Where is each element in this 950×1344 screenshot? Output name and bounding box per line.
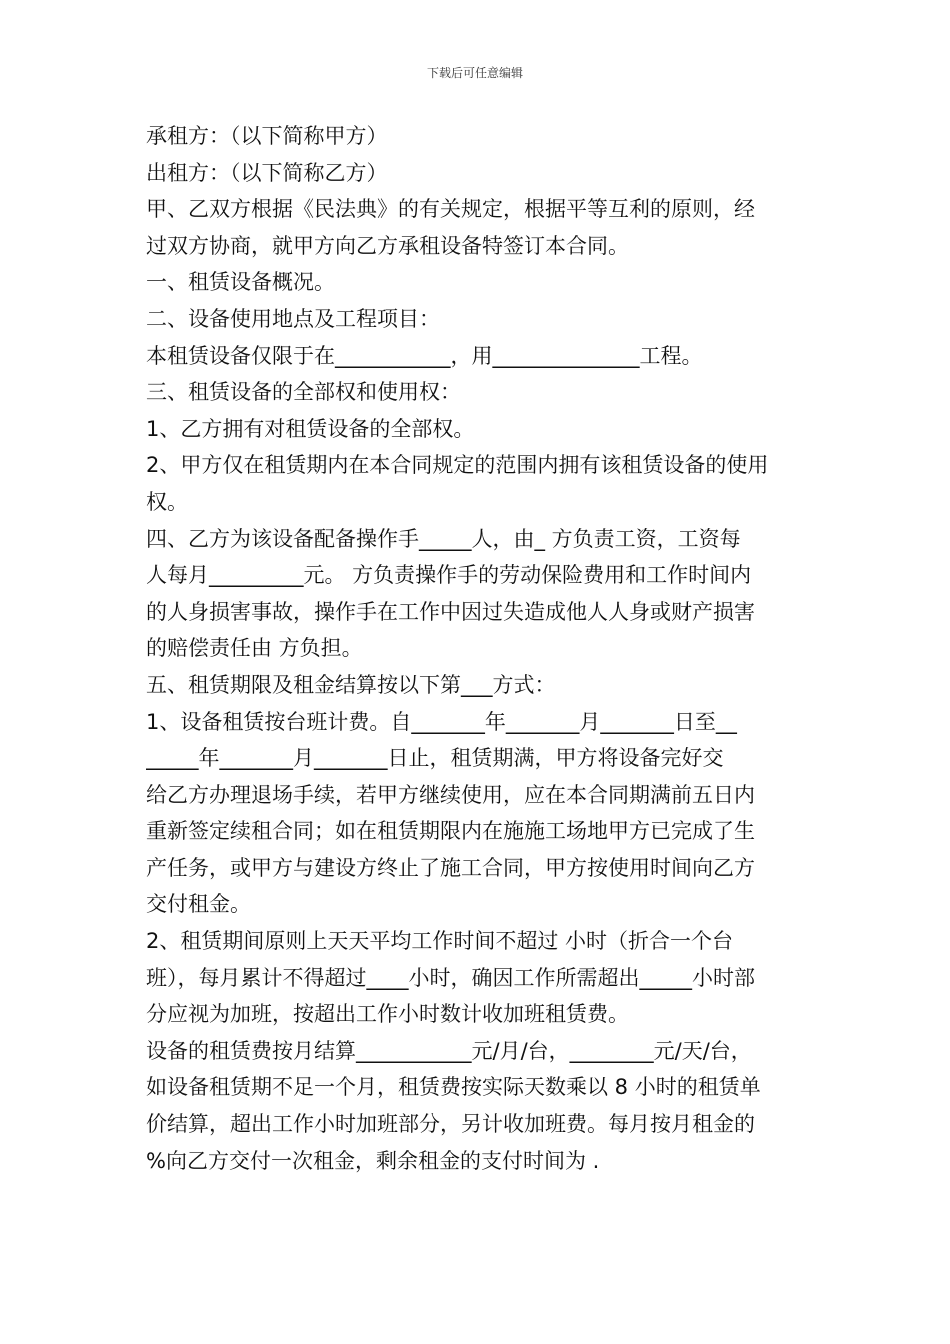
text-line: 2、甲方仅在租赁期内在本合同规定的范围内拥有该租赁设备的使用 — [146, 453, 769, 478]
text-line: 分应视为加班，按超出工作小时数计收加班租赁费。 — [146, 1002, 629, 1027]
text-line: 1、乙方拥有对租赁设备的全部权。 — [146, 416, 475, 441]
text-line: 三、租赁设备的全部权和使用权： — [146, 380, 461, 405]
document-body — [146, 118, 812, 1179]
text-line: 设备的租赁费按月结算___________元/月/台，________元/天/台， — [146, 1038, 752, 1063]
text-line: 权。 — [146, 489, 188, 514]
text-line: 重新签定续租合同；如在租赁期限内在施施工场地甲方已完成了生 — [146, 819, 755, 844]
text-line: 本租赁设备仅限于在___________，用______________工程。 — [146, 343, 703, 368]
text-line: 人每月_________元。 方负责操作手的劳动保险费用和工作时间内 — [146, 563, 752, 588]
text-line: 甲、乙双方根据《民法典》的有关规定，根据平等互利的原则，经 — [146, 197, 755, 222]
text-line: 交付租金。 — [146, 892, 251, 917]
text-line: 2、租赁期间原则上天天平均工作时间不超过 小时（折合一个台 — [146, 929, 734, 954]
text-line: 班），每月累计不得超过____小时，确因工作所需超出_____小时部 — [146, 965, 755, 990]
text-line: _____年_______月_______日止，租赁期满，甲方将设备完好交 — [146, 746, 724, 771]
text-line: 四、乙方为该设备配备操作手_____人，由_ 方负责工资，工资每 — [146, 526, 741, 551]
text-line: 如设备租赁期不足一个月，租赁费按实际天数乘以 8 小时的租赁单 — [146, 1075, 761, 1100]
text-line: 的赔偿责任由 方负担。 — [146, 636, 363, 661]
text-line: 给乙方办理退场手续，若甲方继续使用，应在本合同期满前五日内 — [146, 782, 755, 807]
text-line: %向乙方交付一次租金，剩余租金的支付时间为 . — [146, 1148, 600, 1173]
text-line: 产任务，或甲方与建设方终止了施工合同，甲方按使用时间向乙方 — [146, 855, 755, 880]
text-line: 一、租赁设备概况。 — [146, 270, 335, 295]
text-line: 过双方协商，就甲方向乙方承租设备特签订本合同。 — [146, 233, 629, 258]
text-line: 出租方：（以下简称乙方） — [146, 160, 388, 185]
text-line: 五、租赁期限及租金结算按以下第___方式： — [146, 672, 556, 697]
text-line: 价结算，超出工作小时加班部分，另计收加班费。每月按月租金的 — [146, 1112, 755, 1137]
text-line: 承租方：（以下简称甲方） — [146, 124, 388, 148]
page-header: 下载后可任意编辑 — [426, 66, 523, 80]
text-line: 的人身损害事故，操作手在工作中因过失造成他人人身或财产损害 — [146, 599, 755, 624]
text-line: 二、设备使用地点及工程项目： — [146, 306, 440, 331]
text-line: 1、设备租赁按台班计费。自_______年_______月_______日至__ — [146, 709, 737, 734]
